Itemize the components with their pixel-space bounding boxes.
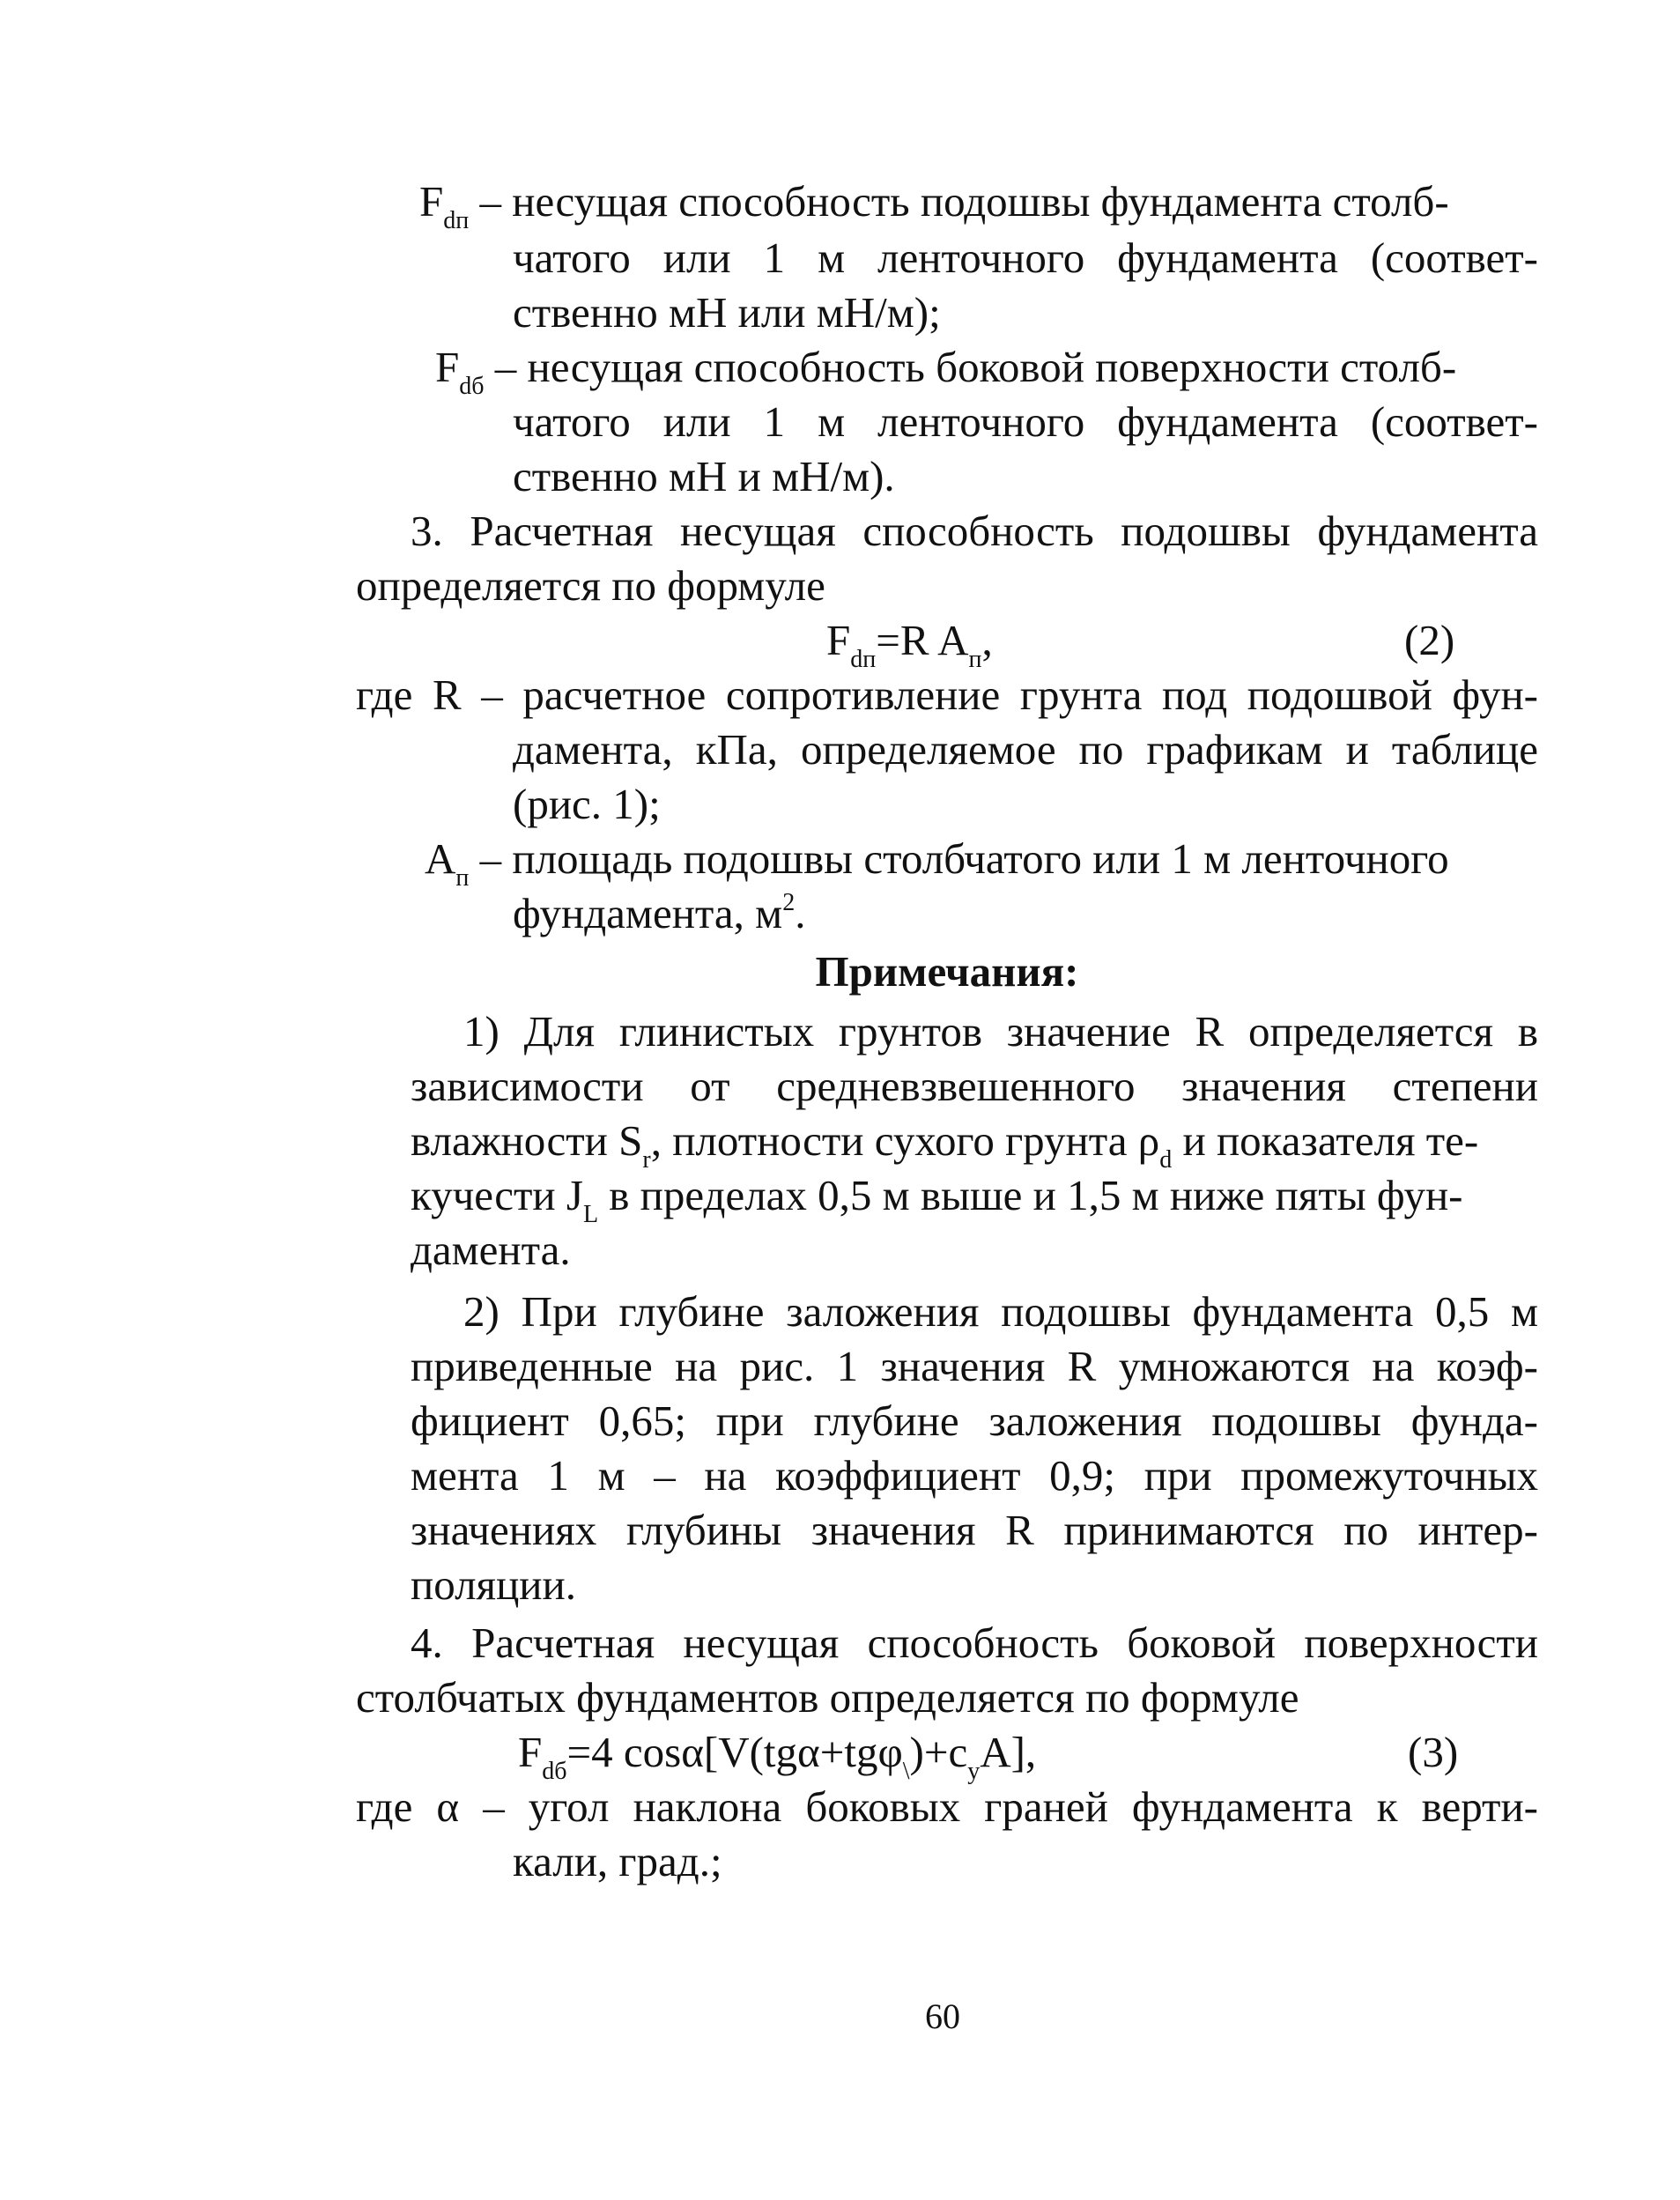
where-r-line-2: дамента, кПа, определяемое по графикам и таблице — [513, 725, 1538, 774]
note-text: , плотности сухого грунта ρ — [650, 1116, 1160, 1165]
formula-2 — [826, 613, 993, 673]
formula-lhs-subscript: dб — [542, 1758, 567, 1785]
subscript: r — [642, 1146, 651, 1174]
symbol-subscript: dп — [443, 207, 470, 234]
formula-lhs: F — [826, 616, 851, 664]
note-2-line-3: фициент 0,65; при глубине заложения подошвы фунда- — [411, 1396, 1538, 1445]
definition-text: фундамента, м — [513, 889, 783, 937]
section-4-line-1: 4. Расчетная несущая способность боковой поверхности — [411, 1619, 1538, 1667]
definition-text: – площадь подошвы столбчатого или 1 м ленточного — [469, 834, 1449, 883]
formula-rhs: )+c — [909, 1728, 968, 1776]
note-2-line-5: значениях глубины значения R принимаются по интер- — [411, 1506, 1538, 1554]
note-1-line-3 — [411, 1114, 1479, 1174]
definition-fdb-line-2: чатого или 1 м ленточного фундамента (соответ- — [513, 397, 1538, 446]
formula-rhs-subscript: п — [968, 646, 982, 673]
formula-tail: , — [981, 616, 993, 664]
formula-rhs: A], — [980, 1728, 1037, 1776]
where-r-line-3: (рис. 1); — [513, 780, 661, 828]
symbol-subscript: п — [455, 864, 470, 892]
definition-fdb-line-3: ственно мН и мН/м). — [513, 452, 895, 500]
note-2-line-6: поляции. — [411, 1560, 576, 1609]
superscript: 2 — [782, 889, 796, 916]
equation-number-2: (2) — [1404, 616, 1455, 664]
symbol-subscript: dб — [459, 373, 485, 400]
section-3-line-2: определяется по формуле — [356, 561, 825, 610]
note-1-line-4 — [411, 1168, 1463, 1228]
equation-number-3: (3) — [1408, 1728, 1459, 1776]
where-a-line-1 — [425, 832, 1449, 892]
definition-fdb-line-1 — [435, 340, 1457, 400]
note-2-line-2: приведенные на рис. 1 значения R умножаются на коэф- — [411, 1342, 1538, 1390]
where-a-line-2 — [513, 886, 805, 941]
formula-rhs: =4 cosα[V(tgα+tgφ — [566, 1728, 903, 1776]
symbol-f: F — [419, 177, 444, 226]
notes-heading: Примечания: — [815, 947, 1079, 996]
note-2-line-4: мента 1 м – на коэффициент 0,9; при промежуточных — [411, 1451, 1538, 1500]
section-4-line-2: столбчатых фундаментов определяется по формуле — [356, 1673, 1299, 1722]
note-1-line-5: дамента. — [411, 1226, 571, 1274]
note-text: кучести J — [411, 1171, 583, 1219]
symbol-a: A — [425, 834, 456, 883]
where-alpha-line-2: кали, град.; — [513, 1837, 722, 1885]
section-3-line-1: 3. Расчетная несущая способность подошвы фундамента — [411, 507, 1538, 555]
formula-3 — [518, 1725, 1037, 1785]
definition-fdp-line-3: ственно мН или мН/м); — [513, 288, 941, 337]
formula-lhs: F — [518, 1728, 543, 1776]
punctuation: . — [795, 889, 806, 937]
definition-text: – несущая способность подошвы фундамента столб- — [469, 177, 1449, 226]
symbol-f: F — [435, 343, 460, 391]
page-number: 60 — [925, 1996, 960, 2036]
definition-fdp-line-2: чатого или 1 м ленточного фундамента (соответ- — [513, 233, 1538, 282]
note-2-line-1: 2) При глубине заложения подошвы фундамента 0,5 м — [463, 1287, 1538, 1336]
definition-fdp-line-1 — [419, 174, 1449, 234]
formula-subscript: \ — [902, 1758, 910, 1785]
note-1-line-2: зависимости от средневзвешенного значения степени — [411, 1062, 1538, 1110]
subscript: L — [582, 1201, 599, 1228]
formula-lhs-subscript: dп — [850, 646, 877, 673]
note-text: в пределах 0,5 м выше и 1,5 м ниже пяты фун- — [598, 1171, 1463, 1219]
formula-subscript: y — [967, 1758, 981, 1785]
formula-rhs: =R A — [876, 616, 969, 664]
note-1-line-1: 1) Для глинистых грунтов значение R определяется в — [463, 1007, 1538, 1056]
note-text: влажности S — [411, 1116, 643, 1165]
where-alpha-line-1: где α – угол наклона боковых граней фундамента к верти- — [356, 1782, 1538, 1831]
subscript: d — [1159, 1146, 1173, 1174]
definition-text: – несущая способность боковой поверхности столб- — [484, 343, 1457, 391]
note-text: и показателя те- — [1172, 1116, 1479, 1165]
where-r-line-1: где R – расчетное сопротивление грунта под подошвой фун- — [356, 670, 1538, 719]
